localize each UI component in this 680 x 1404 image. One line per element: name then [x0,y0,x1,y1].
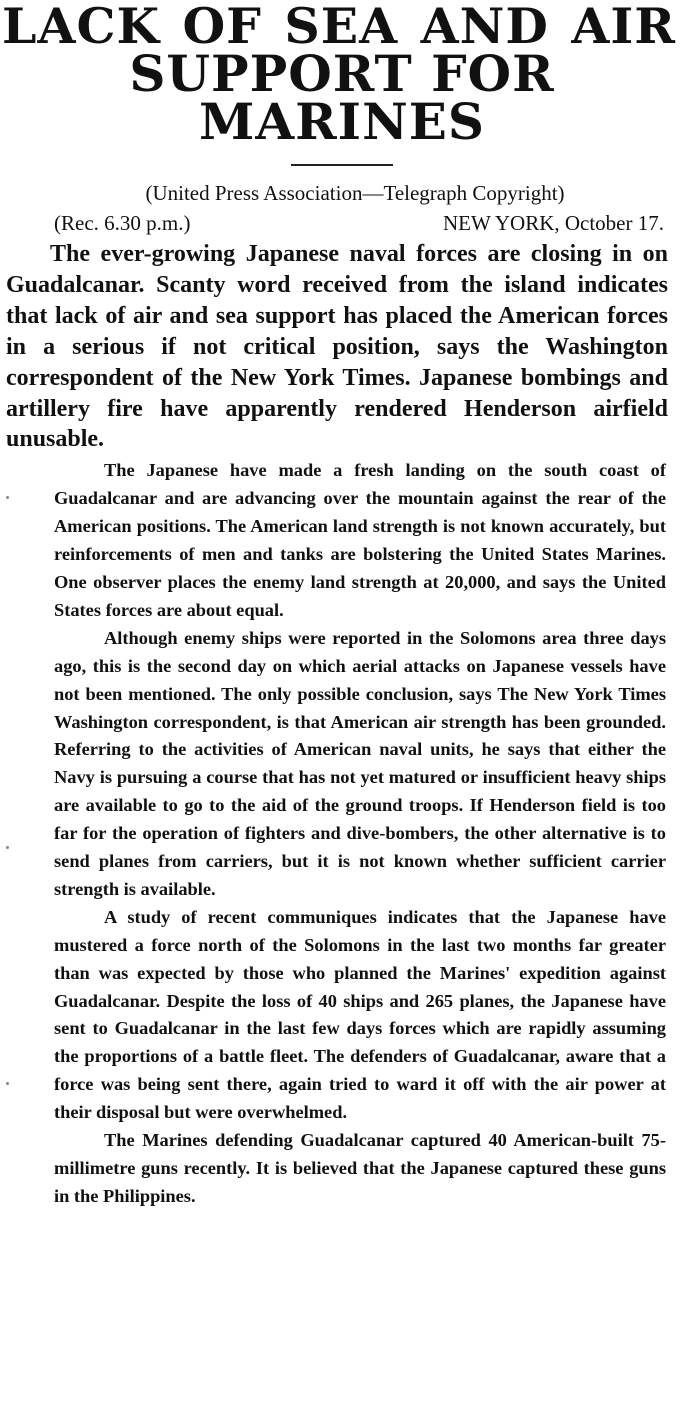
body-paragraph: The Marines defending Guadalcanar captured 40 American-built 75-millimetre guns recently. It is believed that the Japanese captured these guns in the Philippines. [54,1130,666,1206]
dateline-row [54,209,664,237]
lead-paragraph: The ever-growing Japanese naval forces are closing in on Guadalcanar. Scanty word received from the island indicates that lack of air and sea support has placed the American forces in a serious if not critical position, says the Washington correspondent of the New York Times. Japanese bombings and artillery fire have apparently rendered Henderson airfield unusable. [6,241,668,453]
body-paragraph: The Japanese have made a fresh landing on the south coast of Guadalcanar and are advancing over the mountain against the rear of the American positions. The American land strength is not known accurately, but reinforcements of men and tanks are bolstering the United States Marines. One observer places the enemy land strength at 20,000, and says the United States forces are about equal. [54,460,666,620]
body-paragraph: A study of recent communiques indicates that the Japanese have mustered a force north of the Solomons in the last two months far greater than was expected by those who planned the Marines' expedition against Guadalcanar. Despite the loss of 40 ships and 265 planes, the Japanese have sent to Guadalcanar in the last few days forces which are rapidly assuming the proportions of a battle fleet. The defenders of Guadalcanar, aware that a force was being sent there, again tried to ward it off with the air power at their disposal but were overwhelmed. [54,906,666,1123]
print-speck [6,496,9,499]
print-speck [6,1082,9,1085]
headline [2,0,676,151]
wire-credit: (United Press Association—Telegraph Copyright) [145,181,565,205]
print-speck [6,846,9,849]
received-time: (Rec. 6.30 p.m.) [54,211,191,235]
headline-line-1: LACK OF SEA AND AIR [2,0,676,55]
lead-paragraph-wrap [6,239,676,455]
dateline: NEW YORK, October 17. [442,211,664,235]
body-paragraph: Although enemy ships were reported in the Solomons area three days ago, this is the second day on which aerial attacks on Japanese vessels have not been mentioned. The only possible conclusion, says The New York Times Washington correspondent, is that American air strength has been grounded. Referring to the activities of American naval units, he says that either the Navy is pursuing a course that has not yet matured or insufficient heavy ships are available to go to the aid of the ground troops. If Henderson field is too far for the operation of fighters and dive-bombers, the other alternative is to send planes from carriers, but it is not known whether sufficient carrier strength is available. [54,627,666,899]
headline-line-2: SUPPORT FOR MARINES [129,44,555,151]
headline-divider [291,164,393,166]
